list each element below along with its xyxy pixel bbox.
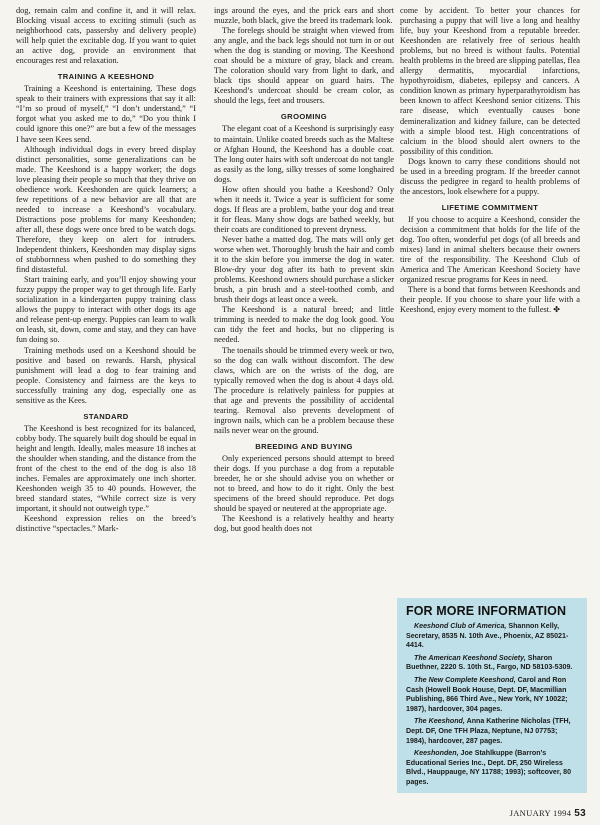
sidebar-title: FOR MORE INFORMATION xyxy=(406,604,567,618)
paragraph: The forelegs should be straight when viewed from any angle, and the back legs should not turn in or out when the dog is standing or moving. The Keeshond coat should be a mixture of gray, black and cream. The coloration should vary from light to dark, and black tips should appear on guard hairs. The Keeshond’s undercoat should be cream color, as should the legs, feet and trousers. xyxy=(214,26,394,106)
text-column-1 xyxy=(16,6,196,534)
paragraph: Only experienced persons should attempt to breed their dogs. If you purchase a dog from a reputable breeder, he or she should advise you on whether or not to breed, and how to do it right. Only the best specimens of the breed should reproduce. Pet dogs should be spayed or neutered at the appropriate age. xyxy=(214,453,394,514)
paragraph: Dogs known to carry these conditions should not be used in a breeding program. If the breeder cannot discuss the pedigree in regard to health problems of the ancestors, look elsewhere for a puppy. xyxy=(400,156,580,196)
entry-details: Shannon Kelly, Secretary, 8535 N. 10th Ave., Phoenix, AZ 85021-4414. xyxy=(406,622,569,650)
paragraph: come by accident. To better your chances for purchasing a puppy that will live a long and healthy life, buy your Keeshond from a reputable breeder. Keeshonden are relatively free of serious health problems, but no breed is without faults. Potential health problems in the breed are slipping patellas, flea allergy dermatitis, myocardial infarctions, hypothyroidism, diabetes, epilepsy and cancers. A condition known as primary hyperparathyroidism has been known to affect Keeshond senior citizens. This rare disease, which eventually causes bone demineralization and kidney failure, can be detected with a simple blood test. High concentrations of calcium in the blood should alert owners to the possibility of this condition. xyxy=(400,6,580,156)
sidebar-entry xyxy=(406,676,578,714)
entry-name: The American Keeshond Society, xyxy=(414,653,526,662)
sidebar-entry xyxy=(406,654,578,673)
paragraph: How often should you bathe a Keeshond? Only when it needs it. Twice a year is sufficient for some dogs. If fleas are a problem, bathe your dog and treat it for fleas. Many show dogs are bathed weekly, but their coats are conditioned to prevent dryness. xyxy=(214,184,394,234)
text-column-3 xyxy=(400,6,580,315)
section-heading-lifetime: LIFETIME COMMITMENT xyxy=(441,202,539,212)
paragraph: Training methods used on a Keeshond should be positive and based on rewards. Harsh, physical punishment will lead a dog to fear training and people. Consistency and fairness are the keys to successfully training any dog, especially one as sensitive as the Kees. xyxy=(16,345,196,405)
sidebar-entry xyxy=(406,749,578,787)
paragraph: Although individual dogs in every breed display distinct personalities, some generalizations can be made. The Keeshond is a happy worker; the dogs love pleasing their people so much that they thrive on obedience work. Keeshonden are quick learners; a few repetitions of a new behavior are all that are needed to increase a Keeshond’s vocabulary. Distractions pose problems for many Keeshonden; after all, these dogs were once bred to be watch dogs. Therefore, they keep on alert for intruders. Independent thinkers, Keeshonden may display signs of stubbornness when pushed to do something they find distasteful. xyxy=(16,144,196,275)
section-heading-breeding: BREEDING AND BUYING xyxy=(255,441,353,451)
entry-details: Carol and Ron Cash (Howell Book House, Dept. DF, Macmillian Publishing, 866 Third Ave., New York, NY 10022; 1987), hardcover, 304 pages. xyxy=(406,675,568,713)
page-footer xyxy=(510,808,586,819)
entry-name: The Keeshond, xyxy=(414,717,465,726)
sidebar-entry xyxy=(406,622,578,651)
entry-details: Joe Stahlkuppe (Barron’s Educational Series Inc., Dept. DF, 250 Wireless Blvd., Hauppauge, NY 11788; 1993); softcover, 80 pages. xyxy=(406,749,572,786)
paragraph: If you choose to acquire a Keeshond, consider the decision a commitment that holds for the life of the dog. Too often, wonderful pet dogs (of all breeds and mixes) land in animal shelters because their owners tire of the responsibility. The Keeshond Club of America and The American Keeshond Society have organized rescue programs for Kees in need. xyxy=(400,214,580,285)
paragraph: The elegant coat of a Keeshond is surprisingly easy to maintain. Unlike coated breeds such as the Maltese or Afghan Hound, the Keeshond has a double coat. The long outer hairs with soft undercoat do not tangle as easily as the long, silky tresses of some longhaired dogs. xyxy=(214,124,394,184)
text-column-2 xyxy=(214,6,394,534)
paragraph: The Keeshond is best recognized for its balanced, cobby body. The squarely built dog should be equal in height and length. Ideally, males measure 18 inches at the shoulder when standing, and the distance from the front of the chest to the end of the dog is also 18 inches. Females are approximately one inch shorter. Keeshonden weigh 35 to 40 pounds. However, the breed standard states, “While correct size is very important, it should not outweigh type.” xyxy=(16,423,196,514)
section-heading-standard: STANDARD xyxy=(83,411,129,421)
paragraph: Never bathe a matted dog. The mats will only get worse when wet. Thoroughly brush the hair and comb it to the skin before you immerse the dog in water. Blow-dry your dog after its bath to prevent skin problems. Keeshond owners should purchase a slicker brush, a pin brush and a steel-toothed comb, and brush their dogs at least once a week. xyxy=(214,234,394,305)
paragraph: The Keeshond is a natural breed; and little trimming is needed to make the dog look good. You can tidy the feet and hocks, but no clippering is needed. xyxy=(214,305,394,345)
entry-details: Sharon Buethner, 2220 S. 10th St., Fargo, ND 58103-5309. xyxy=(406,653,573,672)
entry-name: The New Complete Keeshond, xyxy=(414,675,516,684)
paragraph: The toenails should be trimmed every week or two, so the dog can walk without discomfort. The dew claws, which are on the wrists of the dog, are typically removed when the dog is about 4 days old. The procedure is relatively painless for puppies at that age and prevents the possibility of accidental tearing. Removal also prevents development of ingrown nails, which can be a problem because these nails never wear on the ground. xyxy=(214,345,394,435)
paragraph: dog, remain calm and confine it, and it will relax. Blocking visual access to exciting stimuli (such as neighborhood cats, passersby and delivery people) will help quiet the excitable dog. If you want to quiet an active dog, provide an environment that encourages rest and relaxation. xyxy=(16,6,196,66)
section-heading-grooming: GROOMING xyxy=(280,112,328,122)
issue-date: JANUARY 1994 xyxy=(509,808,572,818)
entry-details: Anna Katherine Nicholas (TFH, Dept. DF, One TFH Plaza, Neptune, NJ 07753; 1984), hardcover, 287 pages. xyxy=(406,717,571,745)
end-mark-icon: ✤ xyxy=(553,305,560,315)
sidebar-entry xyxy=(406,717,578,746)
more-information-box xyxy=(397,598,587,793)
paragraph: ings around the eyes, and the prick ears and short muzzle, both black, give the breed its trademark look. xyxy=(214,6,394,26)
entry-name: Keeshond Club of America, xyxy=(414,622,507,630)
paragraph: Training a Keeshond is entertaining. These dogs speak to their trainers with expressions that say it all: “I’m so proud of myself,” “I don’t understand,” “I forgot what you asked me to do,” “Do you think I could ignore this one?” are but a few of the messages I have seen Kees send. xyxy=(16,84,196,144)
paragraph: Start training early, and you’ll enjoy showing your fuzzy puppy the proper way to get through life. Early socialization in a kindergarten puppy training class allows the puppy to interact with other dogs its age and release pent-up energy. Puppies can learn to walk on leash, sit, down, come and stay, and they can have fun doing so. xyxy=(16,275,196,345)
paragraph: Keeshond expression relies on the breed’s distinctive “spectacles.” Mark- xyxy=(16,514,196,534)
paragraph: The Keeshond is a relatively healthy and hearty dog, but good health does not xyxy=(214,514,394,534)
page-number: 53 xyxy=(574,808,586,819)
section-heading-training: TRAINING A KEESHOND xyxy=(57,72,155,82)
paragraph xyxy=(400,285,580,315)
entry-name: Keeshonden, xyxy=(414,749,459,758)
paragraph-text: There is a bond that forms between Keeshonds and their people. If you choose to share your life with a Keeshond, enjoy every moment to the fullest. xyxy=(400,285,580,315)
